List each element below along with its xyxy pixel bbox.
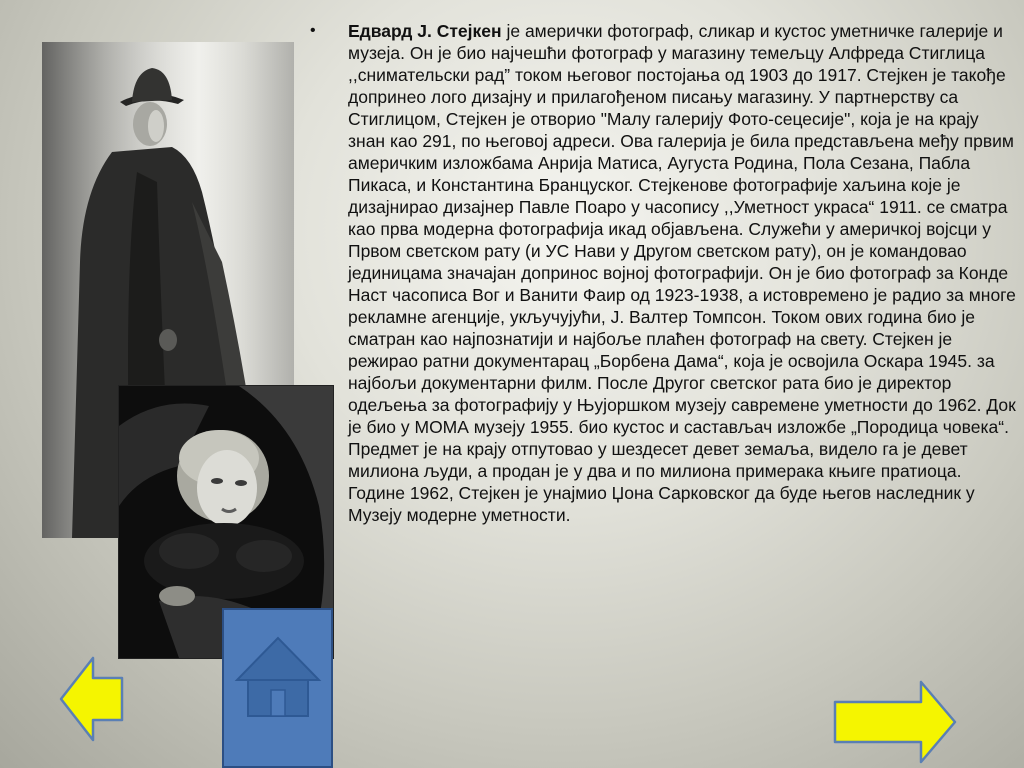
bullet-icon: • [310, 22, 316, 39]
previous-slide-button[interactable] [59, 656, 125, 742]
house-icon [233, 632, 323, 722]
right-arrow-icon [833, 680, 957, 764]
biography-text: је амерички фотограф, сликар и кустос уметничке галерије и музеја. Он је био најчешћи фотограф у магазину темељцу Алфреда Стиглица ,,снимательски рад” током његовог постојања од 1903 до 1917. Стејкен је такође допринео лого дизајну и прилагођеном писању магазину. У партнерству са Стиглицом, Стејкен је отворио "Малу галерију Фото-сецесије", која је на крају знан као 291, по његовој адреси. Ова галерија је била представљена међу првим америчким изложбама Анрија Матиса, Аугуста Родина, Пола Сезана, Пабла Пикаса, и Константина Бранцуског. Стејкенове фотографије хаљина које је дизајнирао дизајнер Павле Поаро у часопису ,,Уметност украса“ 1911. се сматра као прва модерна фотографија икад објављена. Служећи у америчкој војсци у Првом светском рату (и УС Нави у Другом светском рату), он је командовао јединицама значајан допринос војној фотографији. Он је био фотограф за Конде Наст часописа Вог и Ванити Фаир од 1923-1938, а истовремено је радио за многе рекламне агенције, укључујући, Ј. Валтер Томпсон. Током ових година био је сматран као најпознатији и најбоље плаћен фотограф на свету. Стејкен је режирао ратни документарац „Борбена Дама“, која је освојила Оскара 1945. за најбољи документарни филм. После Другог светског рата био је директор одељења за фотографију у Њујоршком музеју савремене уметности до 1962. Док је био у МОМА музеју 1955. био кустос и састављач изложбе „Породица човека“. Предмет је на крају отпутовао у шездесет девет земаља, видело га је девет милиона људи, а продан је у два и по милиона примерака књиге пратиоца. Године 1962, Стејкен је унајмио Џона Сарковског да буде његов наследник у Музеју модерне уметности. [348, 21, 1016, 525]
left-arrow-icon [59, 656, 125, 742]
home-button[interactable] [222, 608, 333, 768]
slide-body-text [310, 20, 1018, 526]
next-slide-button[interactable] [833, 680, 957, 764]
subject-name: Едвард Ј. Стејкен [348, 21, 502, 41]
